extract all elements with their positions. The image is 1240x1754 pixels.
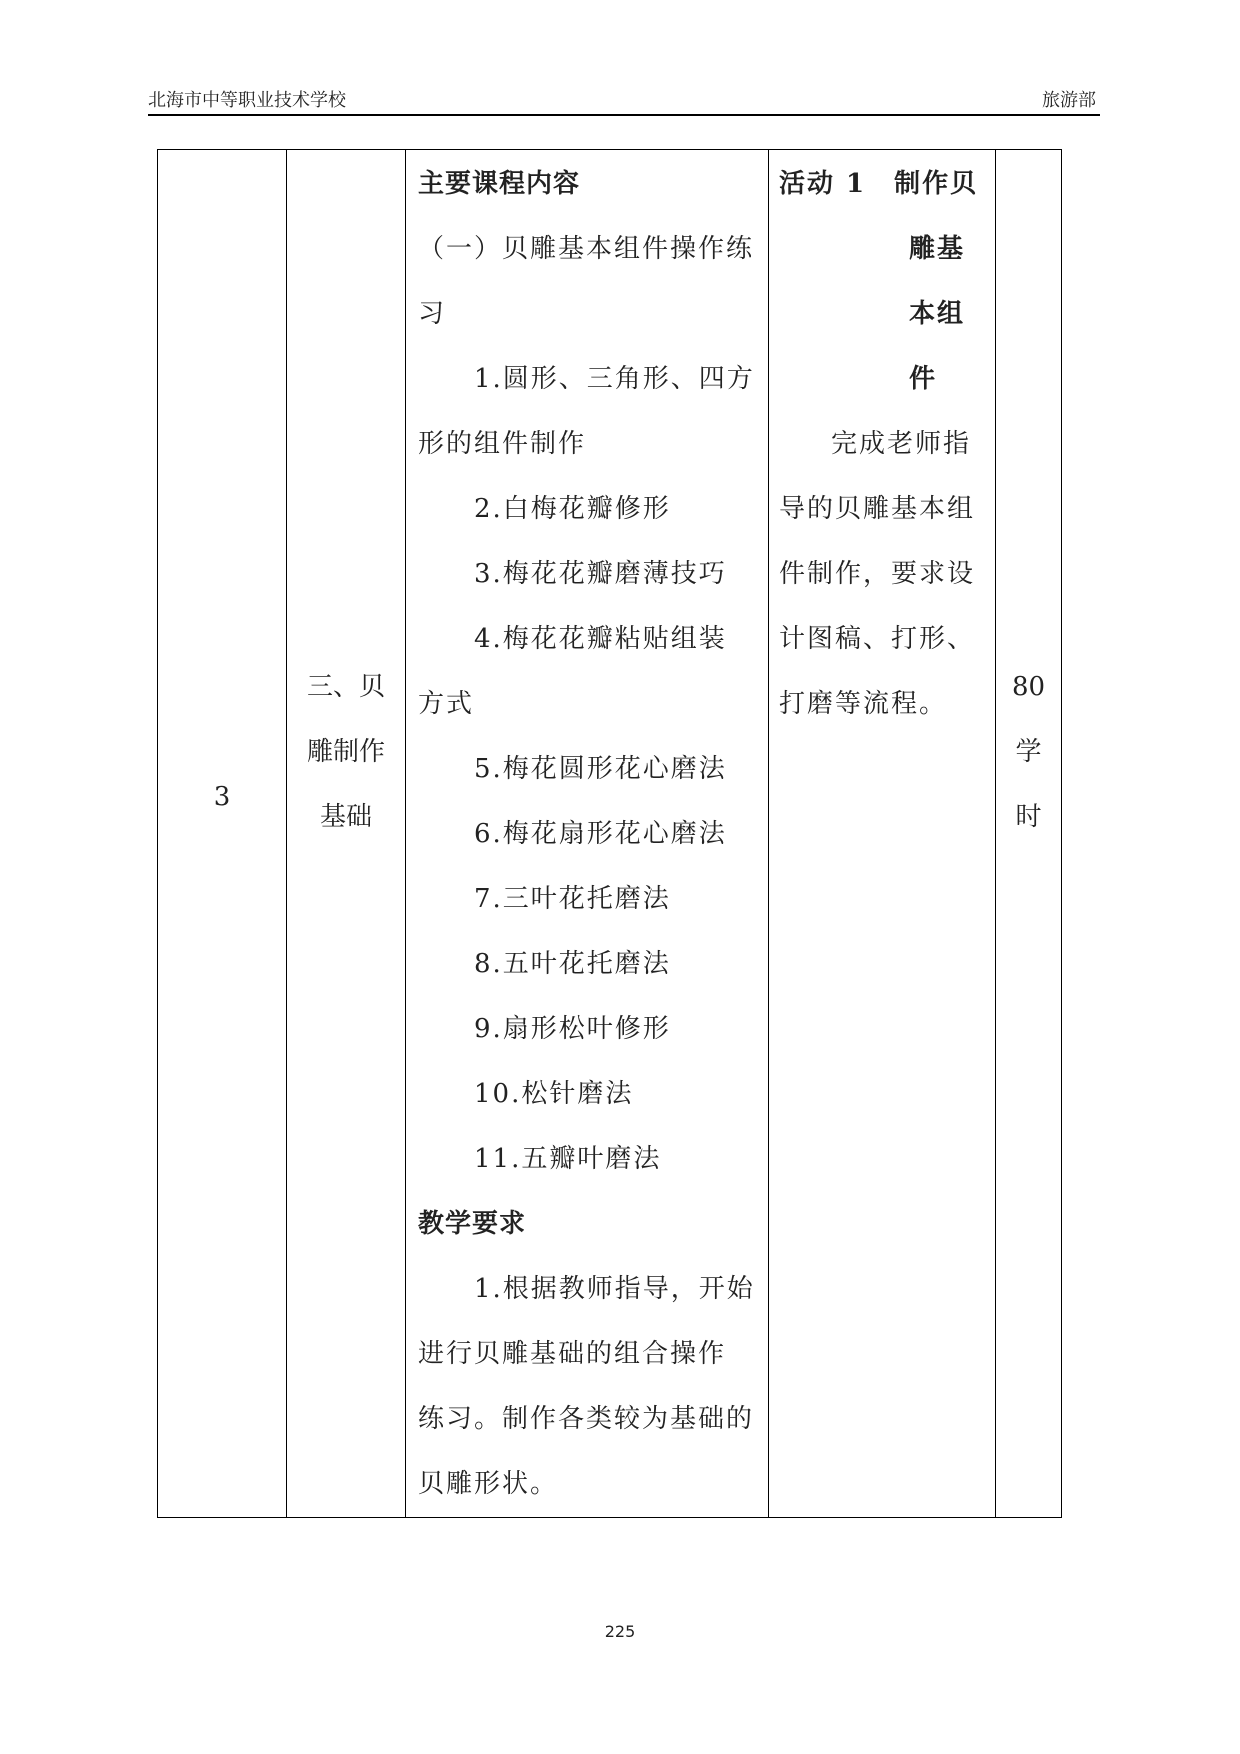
module-line: 雕制作 — [306, 737, 385, 767]
list-item: 9.扇形松叶修形 — [474, 1014, 671, 1044]
content-heading: 主要课程内容 — [418, 169, 581, 199]
hours-line: 80 — [1011, 672, 1046, 702]
activity-title: 活动 1 制作贝 — [779, 169, 979, 199]
school-name: 北海市中等职业技术学校 — [148, 90, 346, 111]
list-item: 练习。制作各类较为基础的 — [418, 1404, 755, 1434]
activity-desc-line: 导的贝雕基本组 — [779, 494, 976, 524]
module-line: 三、贝 — [306, 672, 385, 702]
table-row — [158, 150, 1062, 1518]
list-item: 1.圆形、三角形、四方 — [474, 364, 755, 394]
list-item: 形的组件制作 — [418, 429, 587, 459]
activity-desc-line: 件制作，要求设 — [779, 559, 976, 589]
requirements-heading: 教学要求 — [418, 1209, 527, 1239]
page-number: 225 — [604, 1622, 636, 1641]
list-item: 11.五瓣叶磨法 — [474, 1144, 662, 1174]
department-name: 旅游部 — [1042, 90, 1096, 111]
list-item: 贝雕形状。 — [418, 1469, 559, 1499]
list-item: 5.梅花圆形花心磨法 — [474, 754, 727, 784]
activity-sub-line: 本组 — [909, 299, 966, 329]
list-item: 10.松针磨法 — [474, 1079, 634, 1109]
list-item: 7.三叶花托磨法 — [474, 884, 671, 914]
number-cell — [158, 150, 287, 1518]
content-items — [418, 347, 758, 1192]
activity-sub-line: 雕基 — [909, 234, 966, 264]
requirements-list — [418, 1257, 758, 1517]
activity-desc-line: 打磨等流程。 — [779, 689, 948, 719]
page-header — [148, 84, 1100, 116]
list-item: 3.梅花花瓣磨薄技巧 — [474, 559, 727, 589]
list-item: 方式 — [418, 689, 475, 719]
row-number: 3 — [213, 782, 231, 812]
list-item: 2.白梅花瓣修形 — [474, 494, 671, 524]
section-title-cont: 习 — [418, 299, 447, 329]
activity-desc-line: 完成老师指 — [831, 429, 972, 459]
activity-cell — [769, 150, 996, 1518]
list-item: 6.梅花扇形花心磨法 — [474, 819, 727, 849]
hours-line: 时 — [1015, 802, 1042, 832]
activity-desc-line: 计图稿、打形、 — [779, 624, 976, 654]
hours-cell — [996, 150, 1062, 1518]
list-item: 进行贝雕基础的组合操作 — [418, 1339, 727, 1369]
list-item: 1.根据教师指导，开始 — [474, 1274, 755, 1304]
content-cell — [406, 150, 769, 1518]
course-table — [157, 149, 1062, 1518]
list-item: 4.梅花花瓣粘贴组装 — [474, 624, 727, 654]
module-cell — [287, 150, 406, 1518]
list-item: 8.五叶花托磨法 — [474, 949, 671, 979]
section-title: （一）贝雕基本组件操作练 — [418, 234, 755, 264]
hours-line: 学 — [1015, 737, 1042, 767]
module-line: 基础 — [319, 802, 372, 832]
activity-sub-line: 件 — [909, 364, 938, 394]
